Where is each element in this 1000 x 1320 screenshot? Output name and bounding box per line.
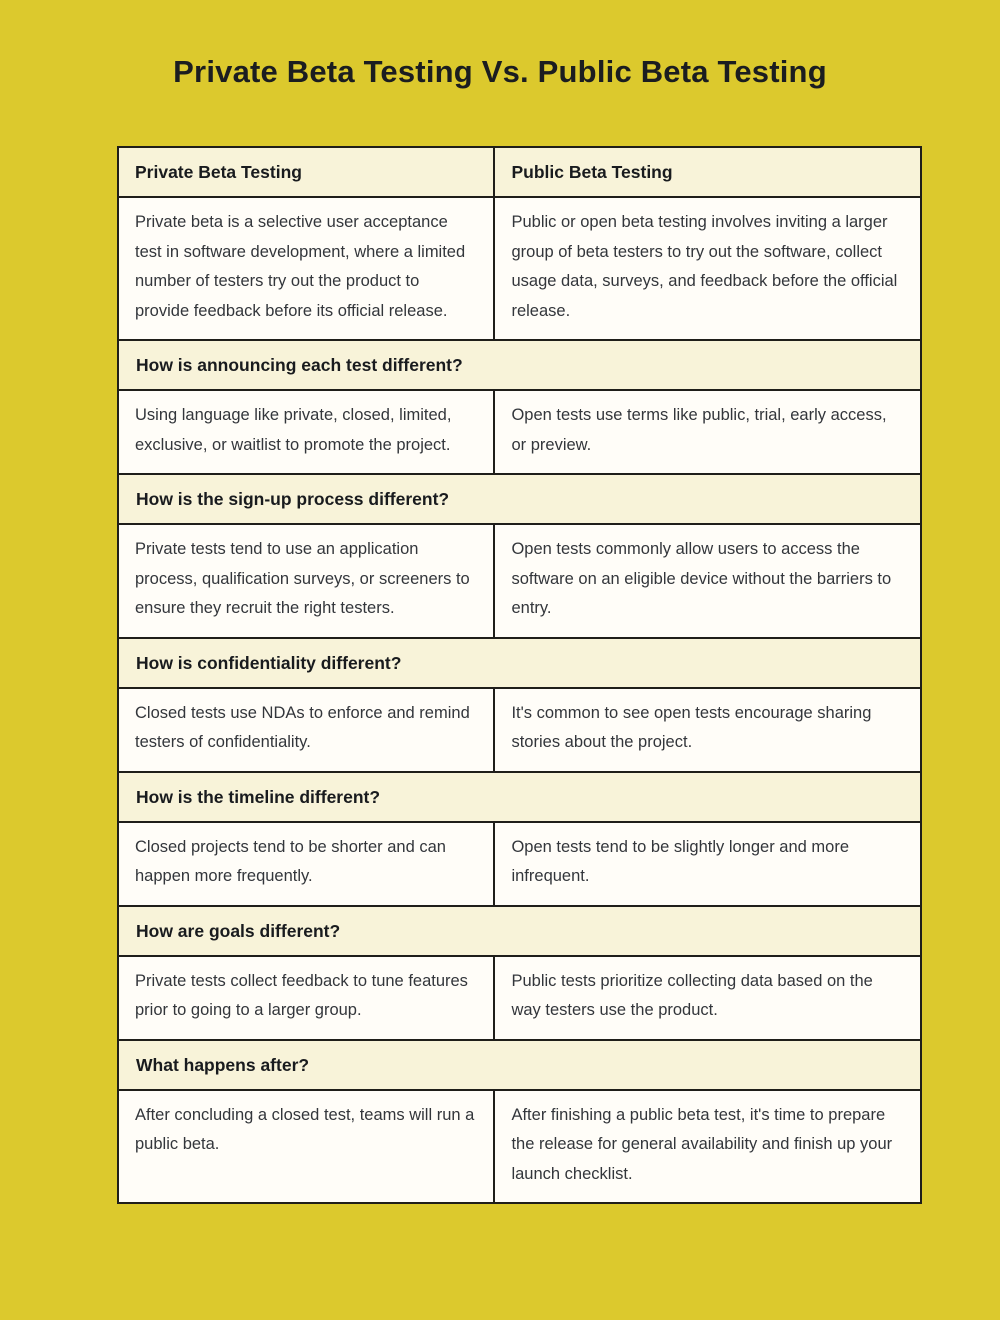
table-row-signup [119,523,920,637]
confidentiality-public-cell: It's common to see open tests encourage sharing stories about the project. [511,703,872,751]
signup-public-cell: Open tests commonly allow users to access the software on an eligible device without the barriers to entry. [511,540,892,617]
table-row-timeline [119,821,920,905]
column-header-public-beta: Public Beta Testing [495,148,920,196]
section-header-confidentiality: How is confidentiality different? [119,637,920,687]
column-header-private-beta: Private Beta Testing [119,148,495,196]
confidentiality-private-cell: Closed tests use NDAs to enforce and remind testers of confidentiality. [119,689,495,771]
definition-private-beta: Private beta is a selective user acceptance test in software development, where a limited number of testers try out the product to provide feedback before its official release. [119,198,495,339]
section-header-signup: How is the sign-up process different? [119,473,920,523]
section-header-timeline: How is the timeline different? [119,771,920,821]
after-private-cell: After concluding a closed test, teams will run a public beta. [119,1091,495,1203]
definition-public-beta: Public or open beta testing involves inviting a larger group of beta testers to try out the software, collect usage data, surveys, and feedback before the official release. [511,213,898,320]
goals-public-cell: Public tests prioritize collecting data based on the way testers use the product. [511,971,873,1019]
announcing-public-cell: Open tests use terms like public, trial, early access, or preview. [511,406,887,454]
table-row-goals [119,955,920,1039]
announcing-private-cell: Using language like private, closed, limited, exclusive, or waitlist to promote the project. [119,391,495,473]
table-row-definitions [119,196,920,339]
table-header-row [119,148,920,196]
signup-private-cell: Private tests tend to use an application process, qualification surveys, or screeners to ensure they recruit the right testers. [119,525,495,637]
section-header-goals: How are goals different? [119,905,920,955]
timeline-public-cell: Open tests tend to be slightly longer and more infrequent. [511,837,850,885]
section-header-after: What happens after? [119,1039,920,1089]
section-header-announcing: How is announcing each test different? [119,339,920,389]
comparison-table [117,146,922,1204]
table-row-after [119,1089,920,1203]
table-row-confidentiality [119,687,920,771]
page-title: Private Beta Testing Vs. Public Beta Testing [173,54,827,89]
goals-private-cell: Private tests collect feedback to tune features prior to going to a larger group. [119,957,495,1039]
timeline-private-cell: Closed projects tend to be shorter and can happen more frequently. [119,823,495,905]
table-row-announcing [119,389,920,473]
after-public-cell: After finishing a public beta test, it's time to prepare the release for general availability and finish up your launch checklist. [511,1105,893,1183]
